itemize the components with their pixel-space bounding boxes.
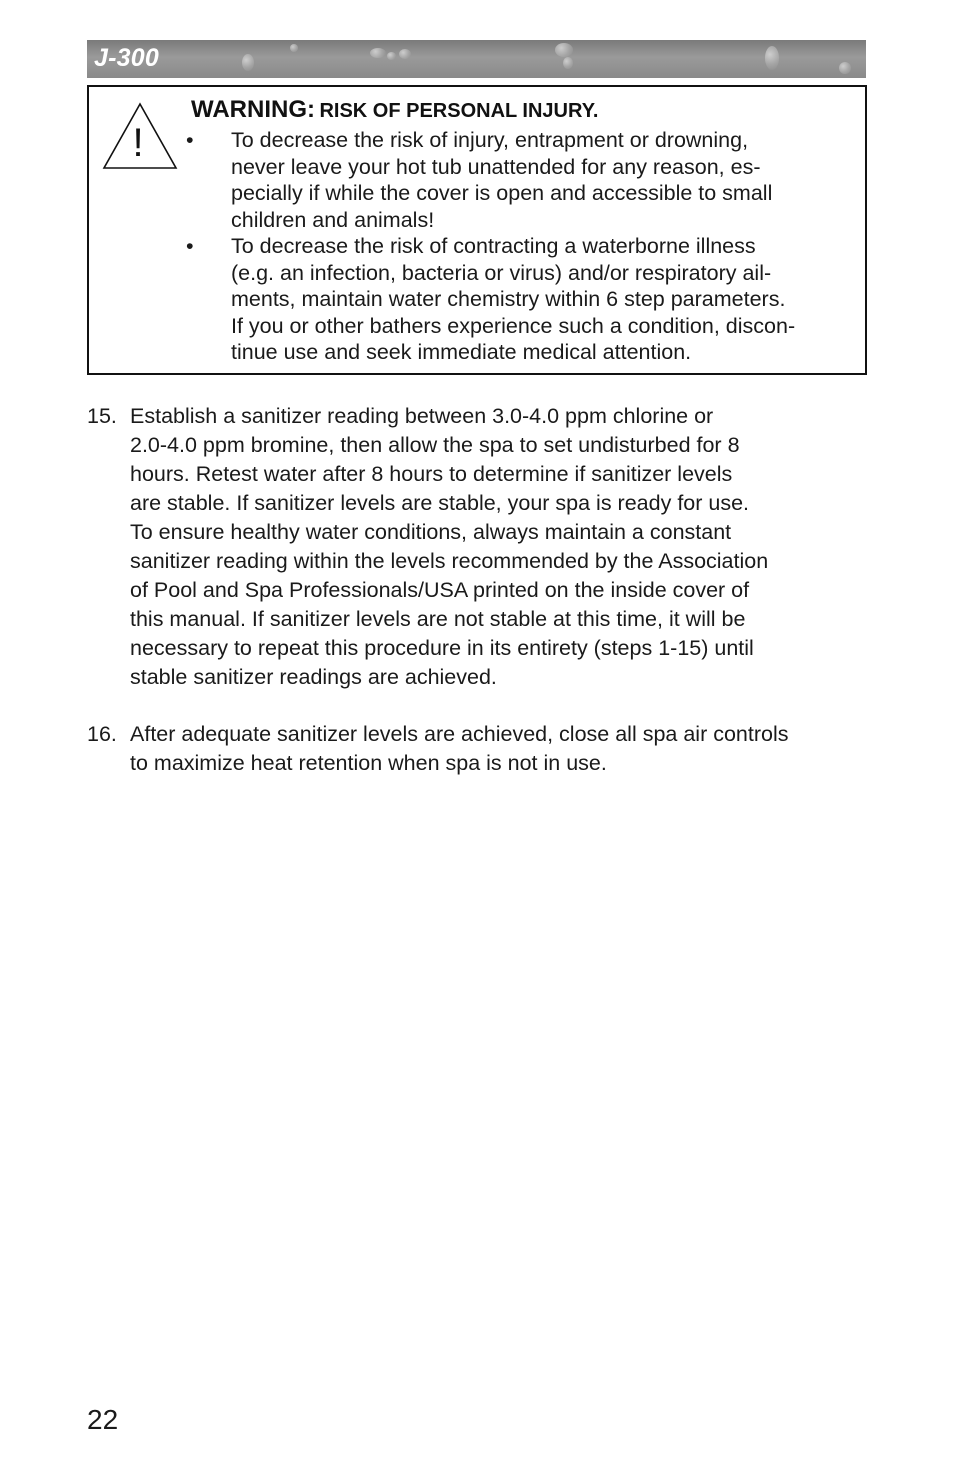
water-drop-decoration — [839, 62, 851, 74]
page-number: 22 — [87, 1404, 119, 1435]
step-text: After adequate sanitizer levels are achieved, close all spa air controls to maximize heat retention when spa is not in use. — [130, 722, 789, 775]
warning-bullet-text: To decrease the risk of injury, entrapment or drowning, never leave your hot tub unattended for any reason, es- pecially if while the cover is open and accessible to small children and animals! — [231, 128, 773, 232]
warning-triangle-icon — [100, 100, 180, 172]
water-drop-decoration — [242, 54, 254, 71]
bullet-marker: • — [186, 234, 194, 258]
water-drop-decoration — [563, 57, 573, 69]
warning-heading-main: WARNING: — [191, 96, 315, 123]
warning-box — [87, 85, 867, 375]
step-text: Establish a sanitizer reading between 3.0-4.0 ppm chlorine or 2.0-4.0 ppm bromine, then allow the spa to set undisturbed for 8 hours. Retest water after 8 hours to determine if sanitizer levels are stable. If sanitizer levels are stable, your spa is ready for use. To ensure healthy water conditions, always maintain a constant sanitizer reading within the levels recommended by the Association of Pool and Spa Professionals/USA printed on the inside cover of this manual. If sanitizer levels are not stable at this time, it will be necessary to repeat this procedure in its entirety (steps 1-15) until stable sanitizer readings are achieved. — [130, 404, 769, 689]
water-drop-decoration — [290, 44, 298, 52]
header-title: J-300 — [94, 44, 159, 72]
warning-heading — [191, 96, 598, 124]
warning-bullet-text: To decrease the risk of contracting a waterborne illness (e.g. an infection, bacteria or virus) and/or respiratory ail- ments, maintain water chemistry within 6 step parameters. If you or other bathers experience such a condition, discon- tinue use and seek immediate medical attention. — [231, 234, 796, 365]
water-drop-decoration — [387, 52, 396, 60]
step-number: 15. — [87, 404, 117, 428]
warning-icon-symbol: ! — [132, 121, 144, 165]
warning-heading-sub: RISK OF PERSONAL INJURY. — [319, 100, 599, 122]
water-drop-decoration — [399, 49, 411, 59]
water-drop-decoration — [370, 48, 386, 58]
bullet-marker: • — [186, 128, 194, 152]
header-bar — [87, 40, 866, 78]
water-drop-decoration — [765, 46, 779, 70]
step-number: 16. — [87, 722, 117, 746]
water-drop-decoration — [555, 43, 573, 57]
